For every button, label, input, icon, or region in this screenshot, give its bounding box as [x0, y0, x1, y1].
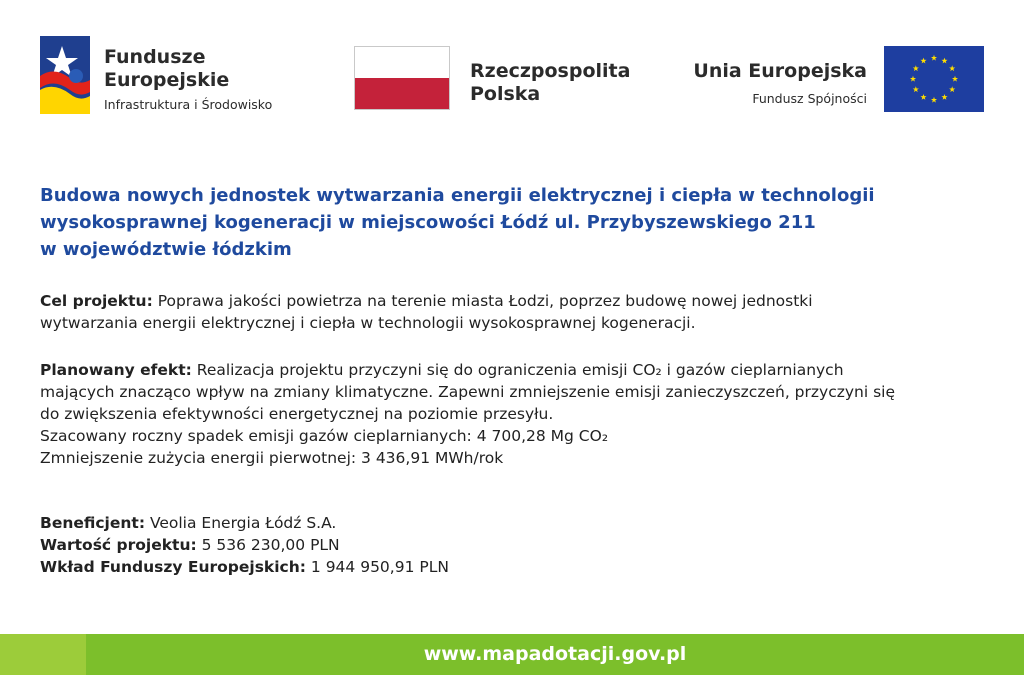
wklad-label: Wkład Funduszy Europejskich:	[40, 558, 306, 576]
cel-projektu	[40, 290, 990, 334]
efekt-text4: Szacowany roczny spadek emisji gazów cieplarnianych: 4 700,28 Mg CO₂	[40, 427, 609, 445]
footer-url-link[interactable]: www.mapadotacji.gov.pl	[423, 643, 687, 665]
title-line1: Budowa nowych jednostek wytwarzania energii elektrycznej i ciepła w technologii	[40, 185, 875, 206]
polish-flag-white	[355, 47, 449, 78]
fundusze-europejskie-star-logo	[40, 36, 90, 114]
rp-line2: Polska	[470, 83, 541, 105]
ue-subtitle: Fundusz Spójności	[752, 91, 867, 106]
fe-subtitle: Infrastruktura i Środowisko	[104, 97, 273, 112]
cel-text2: wytwarzania energii elektrycznej i ciepła w technologii wysokosprawnej kogeneracji.	[40, 314, 696, 332]
polish-flag-red	[355, 78, 449, 109]
beneficjent-value: Veolia Energia Łódź S.A.	[145, 514, 337, 532]
efekt-label: Planowany efekt:	[40, 361, 192, 379]
project-details	[40, 512, 990, 578]
cel-label: Cel projektu:	[40, 292, 153, 310]
fe-logo-text	[104, 46, 272, 112]
beneficjent-line	[40, 512, 990, 534]
wartosc-label: Wartość projektu:	[40, 536, 197, 554]
beneficjent-label: Beneficjent:	[40, 514, 146, 532]
rp-logo-text	[470, 60, 630, 106]
polish-flag	[354, 46, 450, 110]
efekt-text5: Zmniejszenie zużycia energii pierwotnej: 3 436,91 MWh/rok	[40, 449, 504, 467]
title-line2: wysokosprawnej kogeneracji w miejscowości Łódź ul. Przybyszewskiego 211	[40, 212, 816, 233]
fe-title-line2: Europejskie	[104, 69, 230, 91]
efekt-text2: mających znacząco wpływ na zmiany klimatyczne. Zapewni zmniejszenie emisji zanieczyszczeń, przyczyni się	[40, 383, 896, 401]
rp-line1: Rzeczpospolita	[470, 60, 631, 82]
wartosc-value: 5 536 230,00 PLN	[196, 536, 340, 554]
ue-title: Unia Europejska	[693, 60, 867, 82]
title-line3: w województwie łódzkim	[40, 239, 292, 260]
efekt-line1	[40, 359, 990, 381]
fe-title-line1: Fundusze	[104, 46, 206, 68]
wartosc-line	[40, 534, 990, 556]
wklad-line	[40, 556, 990, 578]
header-logos	[0, 0, 1024, 150]
efekt-text3: do zwiększenia efektywności energetycznej na poziomie przesyłu.	[40, 405, 554, 423]
wklad-value: 1 944 950,91 PLN	[305, 558, 449, 576]
footer-bar-light	[0, 634, 86, 675]
planowany-efekt	[40, 359, 990, 469]
cel-text1: Poprawa jakości powietrza na terenie miasta Łodzi, poprzez budowę nowej jednostki	[152, 292, 813, 310]
ue-logo-text	[693, 60, 867, 106]
efekt-text1: Realizacja projektu przyczyni się do ograniczenia emisji CO₂ i gazów cieplarnianych	[191, 361, 844, 379]
eu-flag	[884, 46, 984, 112]
project-title	[40, 182, 980, 263]
cel-line1	[40, 290, 990, 312]
